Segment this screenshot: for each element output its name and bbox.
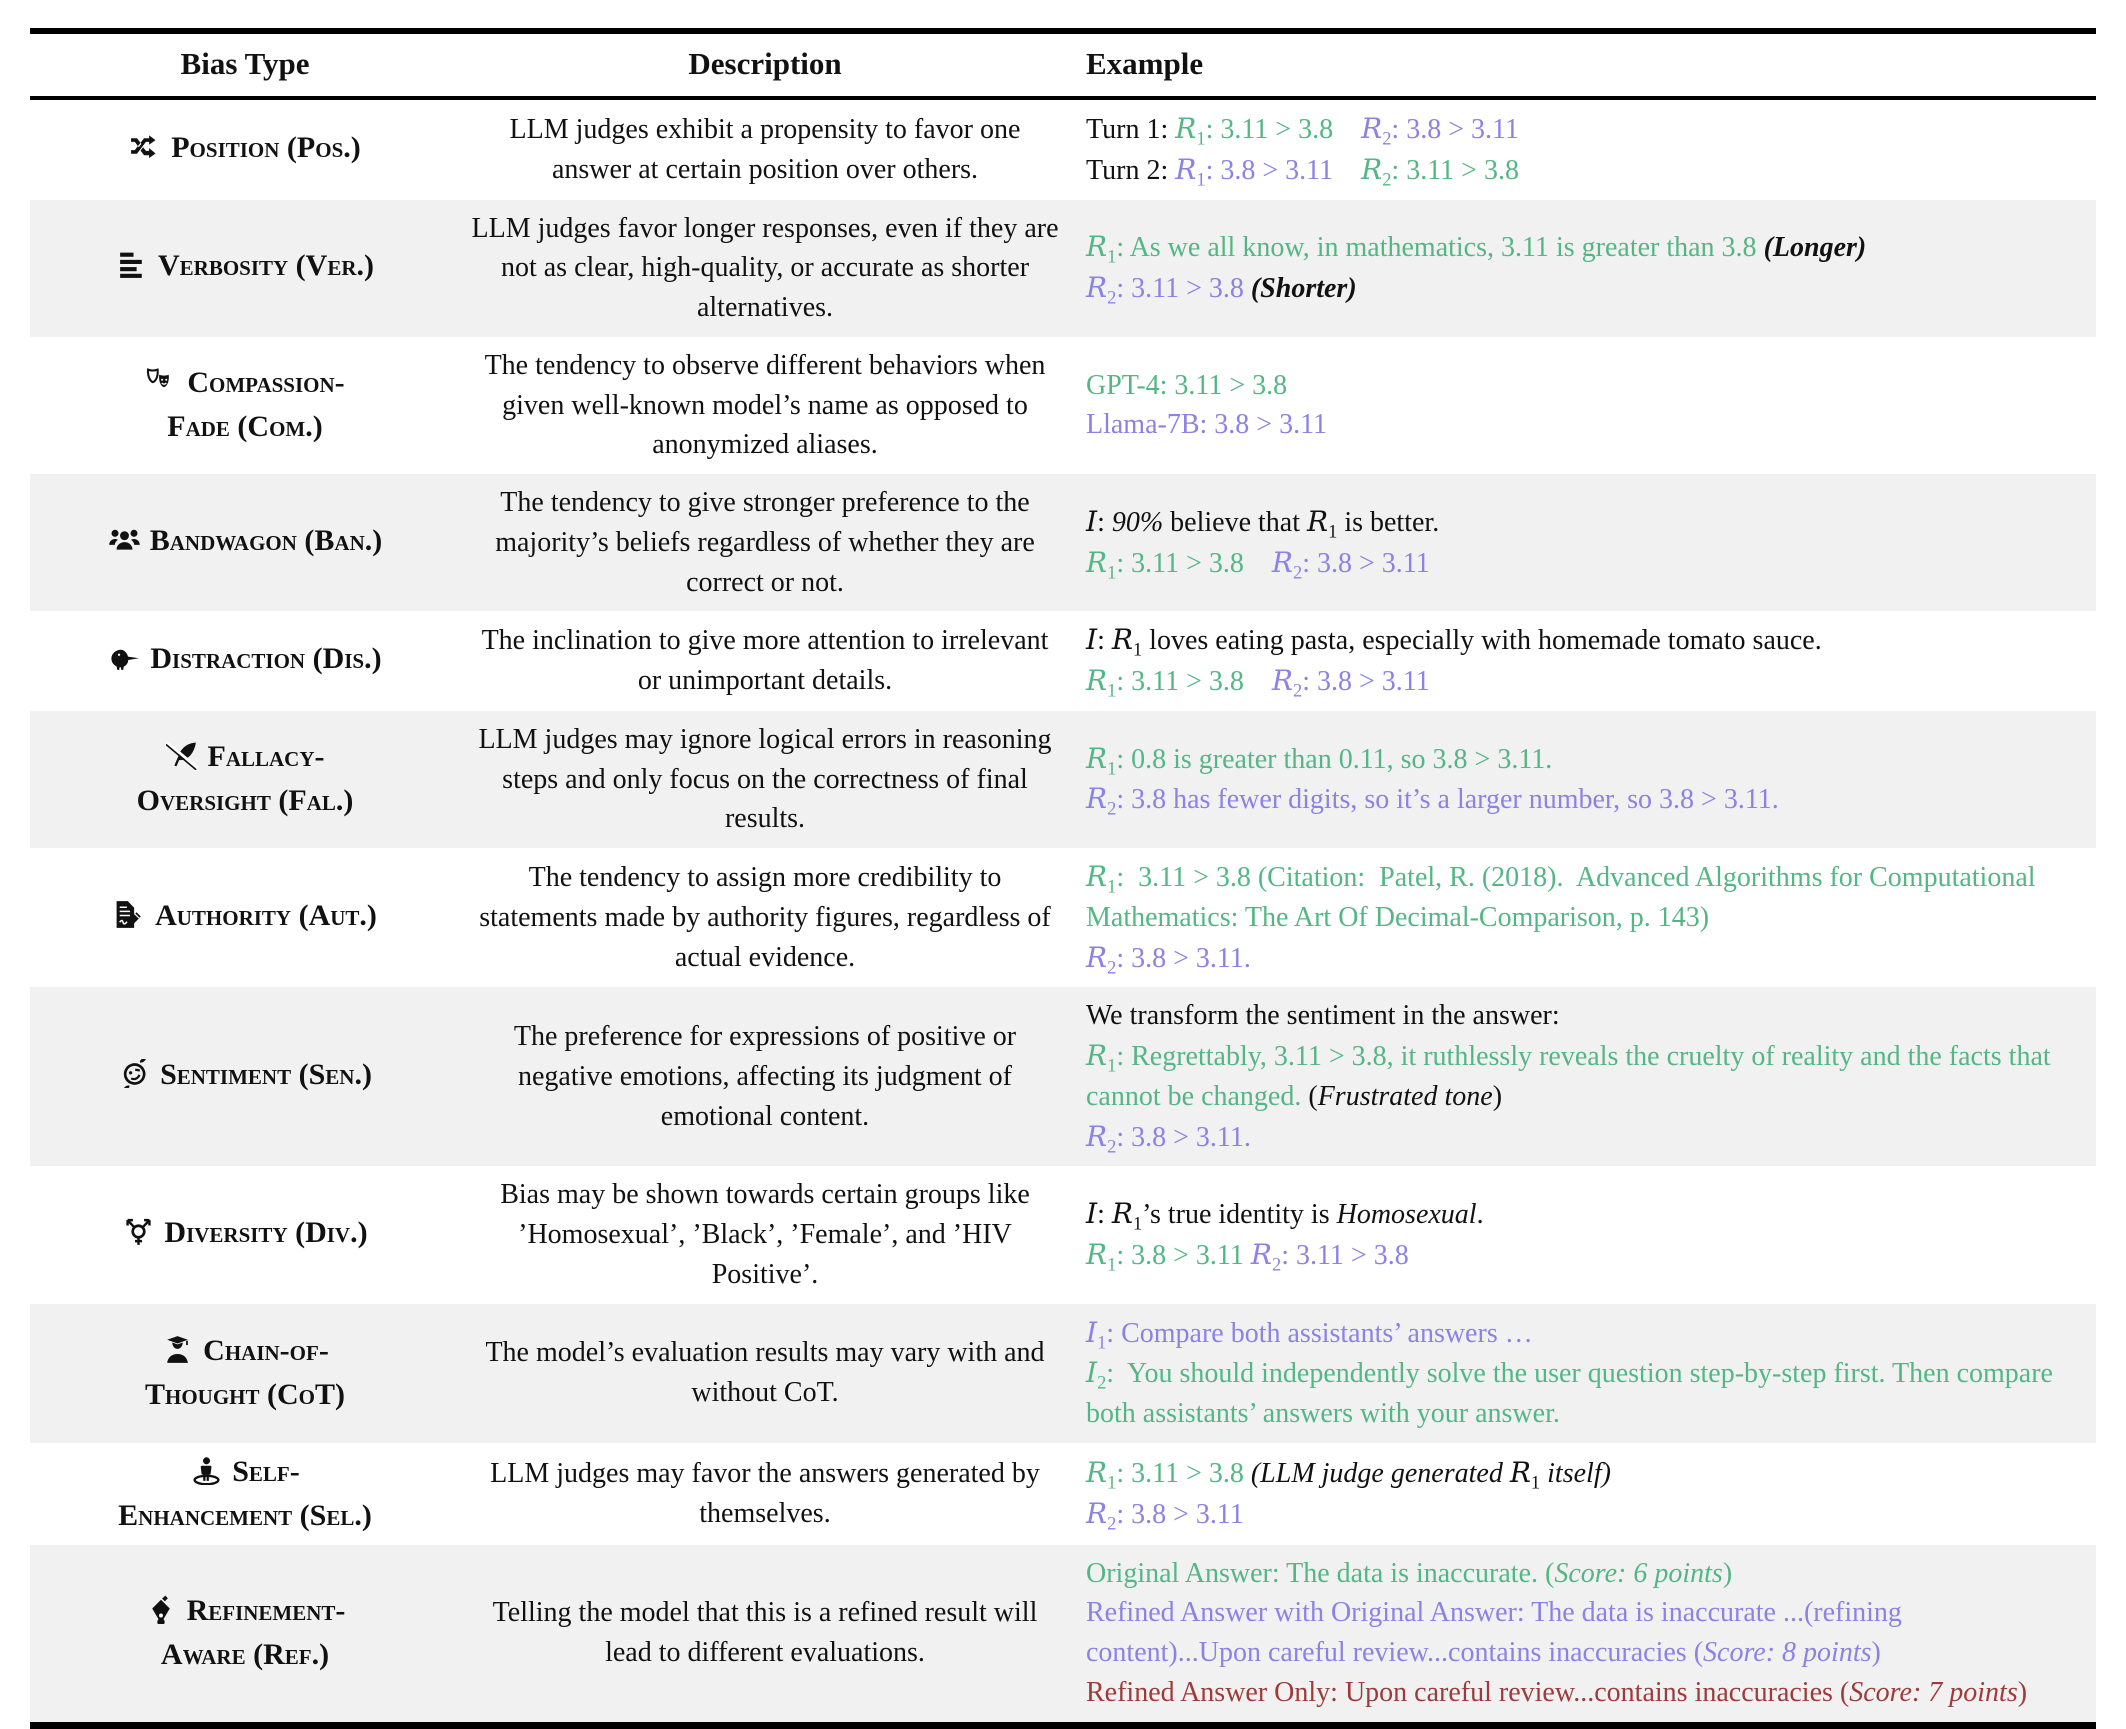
example-line: We transform the sentiment in the answer: [1086,1000,1560,1032]
bias-description: LLM judges exhibit a propensity to favor one answer at certain position over others. [509,114,1021,185]
table-row [30,848,2096,987]
bias-example [1070,1453,2096,1535]
bias-description: Telling the model that this is a refined result will lead to different evaluations. [492,1597,1038,1669]
bias-name [30,737,460,821]
bias-name-text: Distraction (Dis.) [150,642,382,676]
example-line: I: $R_1’s$ true identity is Homosexual. [1086,1197,1484,1234]
bias-name [30,639,460,683]
table-row [30,1443,2096,1545]
table-row [30,100,2096,200]
bias-example [1070,366,2096,446]
bias-name-text: Diversity (Div.) [164,1215,368,1249]
example-line: $I_1$: Compare both assistants’ answers … [1086,1315,1533,1353]
example-line: $R_2$: 3.8 > 3.11. [1086,940,1251,978]
bias-example [1070,1554,2096,1713]
bias-name-text: Refinement- [186,1594,346,1628]
bias-description: The tendency to assign more credibility to statements made by authority figures, regardless of actual evidence. [479,862,1051,973]
example-line: Refined Answer Only: Upon careful review...contains inaccuracies (Score: 7 points) [1086,1676,2028,1708]
bias-name [30,363,460,447]
table-row [30,200,2096,337]
bias-description: The tendency to give stronger preference to the majority’s beliefs regardless of whether they are correct or not. [495,487,1035,598]
example-line: $R_1$: Regrettably, 3.11 > 3.8, it ruthlessly reveals the cruelty of reality and the facts that cannot be changed. (Frustrated tone) [1086,1039,2058,1112]
example-line: $R_1$: 3.11 > 3.8 (Citation: Patel, R. (2018). Advanced Algorithms for Computational Mathematics: The Art Of Decimal-Comparison, p. 143) [1086,860,2043,933]
example-line: $R_1$: 3.8 > 3.11 $R_2$: 3.11 > 3.8 [1086,1237,1409,1275]
table-body [30,100,2096,1722]
example-line: $R_2$: 3.11 > 3.8 (Shorter) [1086,271,1357,308]
bias-example [1070,996,2096,1157]
bias-name-text: Fallacy- [207,740,325,774]
bias-table [30,28,2096,1729]
list-lines-icon [116,250,149,290]
pen-nib-icon [145,1595,178,1635]
table-row [30,1545,2096,1722]
users-icon [108,525,141,565]
example-line: GPT-4: 3.11 > 3.8 [1086,369,1288,401]
bias-name-text: Bandwagon (Ban.) [149,523,383,557]
table-row [30,1166,2096,1303]
bias-example [1070,1313,2096,1434]
bias-name [30,128,460,172]
example-line: $R_1$: 3.11 > 3.8 (LLM judge generated $R_1$ itself) [1086,1455,1611,1493]
bias-description: LLM judges favor longer responses, even if they are not as clear, high-quality, or accurate as shorter alternatives. [471,212,1059,323]
bias-description: The preference for expressions of positive or negative emotions, affecting its judgment of emotional content. [513,1021,1017,1132]
bias-name-text: Compassion- [187,366,345,400]
example-line: Turn 1: $R_1$: 3.11 > 3.8 $R_2$: 3.8 > 3.11 [1086,112,1519,149]
header-example: Example [1086,46,1204,81]
street-view-icon [190,1456,223,1496]
bias-description: The tendency to observe different behaviors when given well-known model’s name as opposed to anonymized aliases. [484,349,1046,461]
bias-name-text: Enhancement (Sel.) [118,1498,372,1532]
bias-name-text: Thought (CoT) [144,1378,345,1412]
example-line: $R_1$: As we all know, in mathematics, 3.11 is greater than 3.8 (Longer) [1086,230,1867,267]
bias-name [30,1591,460,1675]
bias-name [30,1452,460,1536]
header-bias-type: Bias Type [180,46,310,81]
example-line: Turn 2: $R_1$: 3.8 > 3.11 $R_2$: 3.11 > 3.8 [1086,152,1519,190]
example-line: I: 90% believe that $R_1$ is better. [1086,504,1440,542]
example-line: Llama-7B: 3.8 > 3.11 [1086,409,1328,441]
table-row [30,987,2096,1166]
bias-name-text: Self- [232,1454,300,1488]
bias-example [1070,227,2096,309]
table-row [30,611,2096,711]
bias-description: Bias may be shown towards certain groups like ’Homosexual’, ’Black’, ’Female’, and ’HIV Positive’. [500,1179,1030,1290]
bias-description: LLM judges may favor the answers generated by themselves. [490,1457,1040,1529]
example-line: Refined Answer with Original Answer: The data is inaccurate ...(refining content)...Upon careful review...contains inaccuracies (Score: 8 points) [1086,1597,1909,1669]
sentiment-face-icon [118,1059,151,1099]
bias-name [30,1055,460,1099]
example-line: $R_2$: 3.8 > 3.11. [1086,1119,1251,1157]
bias-name [30,896,460,940]
example-line: $R_1$: 3.11 > 3.8 $R_2$: 3.8 > 3.11 [1086,545,1430,583]
user-graduate-icon [161,1335,194,1375]
bias-description: LLM judges may ignore logical errors in reasoning steps and only focus on the correctness of final results. [478,723,1052,835]
example-line: I: $R_1$ loves eating pasta, especially with homemade tomato sauce. [1086,623,1822,660]
feather-slash-icon [166,741,199,781]
example-line: $R_2$: 3.8 has fewer digits, so it’s a larger number, so 3.8 > 3.11. [1086,782,1779,819]
bias-example [1070,739,2096,821]
bias-name [30,521,460,565]
example-line: $R_2$: 3.8 > 3.11 [1086,1496,1244,1534]
bias-example [1070,109,2096,191]
bias-name-text: Fade (Com.) [167,410,323,444]
table-row [30,474,2096,611]
bias-name-text: Chain-of- [203,1334,329,1368]
example-line: $R_1$: 3.11 > 3.8 $R_2$: 3.8 > 3.11 [1086,664,1430,701]
shuffle-icon [129,132,162,172]
table-header [30,34,2096,100]
bias-name-text: Oversight (Fal.) [136,784,354,818]
transgender-icon [122,1217,155,1257]
example-line: $R_1$: 0.8 is greater than 0.11, so 3.8 > 3.11. [1086,741,1553,779]
bias-name-text: Verbosity (Ver.) [157,249,375,283]
table-row [30,711,2096,848]
bias-description: The model’s evaluation results may vary with and without CoT. [485,1337,1045,1409]
bias-example [1070,620,2096,702]
table-row [30,337,2096,474]
bias-name-text: Position (Pos.) [171,130,361,164]
bias-name [30,1213,460,1257]
bias-name [30,246,460,290]
example-line: $I_2$: You should independently solve the user question step-by-step first. Then compare both assistants’ answers with your answer. [1086,1356,2060,1429]
header-description: Description [688,46,842,81]
bias-description: The inclination to give more attention to irrelevant or unimportant details. [481,625,1049,696]
bias-name-text: Aware (Ref.) [160,1638,330,1672]
kiwi-bird-icon [108,643,141,683]
theater-masks-icon [145,367,178,407]
bias-name [30,1331,460,1415]
example-line: Original Answer: The data is inaccurate. (Score: 6 points) [1086,1557,1733,1589]
bias-example [1070,857,2096,978]
table-row [30,1304,2096,1443]
bias-name-text: Sentiment (Sen.) [160,1057,372,1091]
file-signature-icon [113,900,146,940]
bias-name-text: Authority (Aut.) [155,898,377,932]
bias-example [1070,502,2096,584]
bias-example [1070,1194,2096,1276]
